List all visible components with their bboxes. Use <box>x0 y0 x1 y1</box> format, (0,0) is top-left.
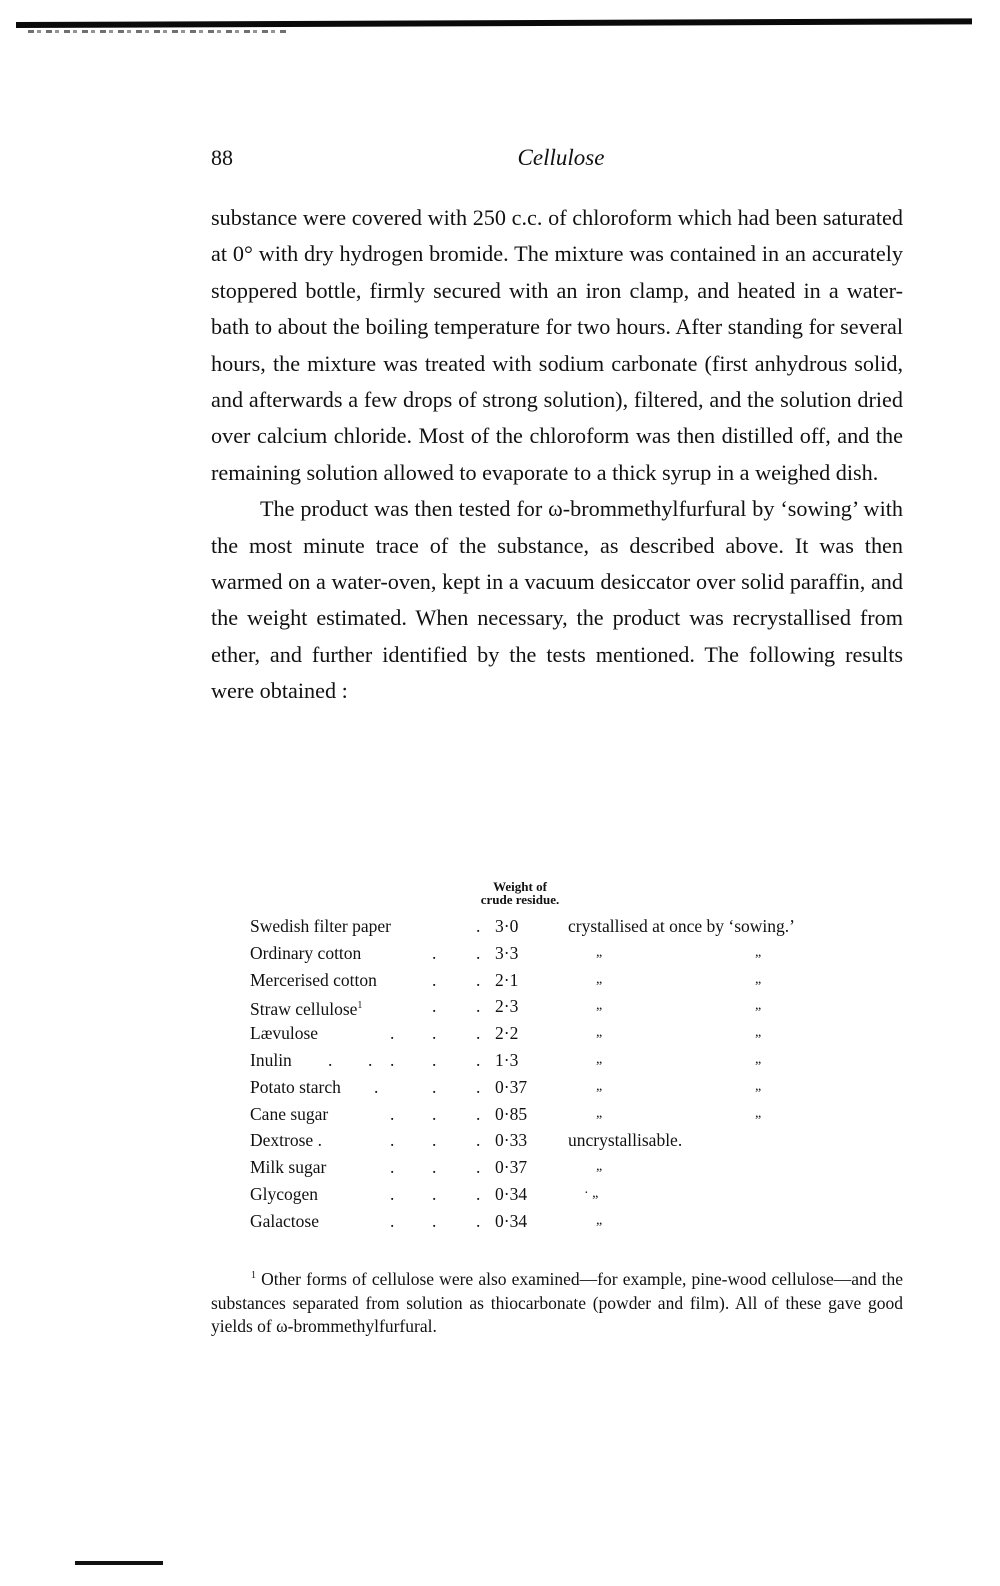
substance-name: Glycogen <box>250 1183 319 1204</box>
ditto-mark: „ <box>755 944 762 960</box>
weight-value: 0·85 <box>495 1103 528 1124</box>
paragraph-1: substance were covered with 250 c.c. of chloroform which had been saturated at 0° with dry hydrogen bromide. The mixture was contained in an accurately stoppered bottle, firmly secured with an iron clamp, and heated in a water-bath to about the boiling temperature for two hours. After standing for several hours, the mixture was treated with sodium carbonate (first anhydrous solid, and afterwards a few drops of strong solution), filtered, and the solution dried over calcium chloride. Most of the chloroform was then distilled off, and the remaining solution allowed to evaporate to a thick syrup in a weighed dish. <box>211 205 903 485</box>
ditto-mark: „ <box>755 1051 762 1067</box>
weight-value: 2·3 <box>495 996 519 1017</box>
ditto-mark: „ <box>596 1212 603 1228</box>
ditto-mark: · „ <box>584 1185 599 1201</box>
table-row: Dextrose . . . . 0·33 uncrystallisable. <box>250 1127 900 1154</box>
paragraph-2: The product was then tested for ω-brommethylfurfural by ‘sowing’ with the most minute trace of the substance, as described above. It was then warmed on a water-oven, kept in a vacuum desiccator over solid paraffin, and the weight estimated. When necessary, the product was recrystallised from ether, and further identified by the tests mentioned. The following results were obtained : <box>211 496 903 704</box>
table-row: Lævulose . . . 2·2 „ „ <box>250 1020 900 1047</box>
ditto-mark: „ <box>596 1025 603 1041</box>
substance-name: Straw cellulose$^1$ <box>250 999 363 1020</box>
weight-value: 1·3 <box>495 1049 519 1070</box>
substance-name: Dextrose . <box>250 1130 322 1151</box>
footnote-marker: 1 <box>357 1000 363 1012</box>
table-body <box>250 913 900 1235</box>
substance-name: Potato starch <box>250 1076 341 1097</box>
footnote <box>211 1264 903 1339</box>
ditto-mark: „ <box>596 1078 603 1094</box>
header-line-1: Weight of <box>493 879 547 894</box>
ditto-mark: „ <box>755 998 762 1014</box>
weight-value: 3·0 <box>495 916 519 936</box>
ditto-mark: „ <box>596 1051 603 1067</box>
table-row: Glycogen . . . 0·34 · „ <box>250 1181 900 1208</box>
substance-name: Cane sugar <box>250 1103 329 1124</box>
table-row: Galactose . . . 0·34 „ <box>250 1208 900 1235</box>
ditto-mark: „ <box>755 971 762 987</box>
table-row: Cane sugar . . . 0·85 „ „ <box>250 1101 900 1128</box>
table-row: Milk sugar . . . 0·37 „ <box>250 1154 900 1181</box>
footnote-text <box>211 1264 903 1339</box>
header-line-2: crude residue. <box>480 892 560 907</box>
weight-value: 0·34 <box>495 1183 528 1204</box>
ditto-mark: „ <box>755 1105 762 1121</box>
substance-name: Inulin <box>250 1049 292 1070</box>
ditto-mark: „ <box>596 944 603 960</box>
table-row: Inulin . . . . . 1·3 „ „ <box>250 1047 900 1074</box>
running-head <box>211 145 903 179</box>
result-text: uncrystallisable. <box>568 1130 683 1151</box>
body-text <box>211 200 903 710</box>
scan-bottom-mark <box>75 1561 163 1565</box>
ditto-mark: „ <box>596 1105 603 1121</box>
page-number: 88 <box>211 145 233 170</box>
substance-name: Mercerised cotton <box>250 969 377 990</box>
weight-value: 2·1 <box>495 969 519 990</box>
weight-value: 0·33 <box>495 1130 528 1151</box>
running-title: Cellulose <box>517 145 605 170</box>
scan-noise <box>28 30 288 33</box>
result-text: crystallised at once by ‘sowing.’ <box>568 916 795 936</box>
ditto-mark: „ <box>596 998 603 1014</box>
ditto-mark: „ <box>596 971 603 987</box>
substance-name: Milk sugar <box>250 1157 327 1178</box>
top-border-line <box>16 18 972 28</box>
substance-name: Galactose <box>250 1210 319 1231</box>
table-row: Ordinary cotton . . 3·3 „ „ <box>250 940 900 967</box>
weight-value: 2·2 <box>495 1023 519 1044</box>
table-row: Mercerised cotton . . 2·1 „ „ <box>250 967 900 994</box>
table-row: Swedish filter paper . 3·0 crystallised at once by ‘sowing.’ <box>250 913 900 940</box>
substance-name: Swedish filter paper <box>250 916 391 936</box>
table-row: Straw cellulose$^1$ . . 2·3 „ „ <box>250 993 900 1020</box>
ditto-mark: „ <box>755 1025 762 1041</box>
weight-value: 0·37 <box>495 1076 528 1097</box>
ditto-mark: „ <box>596 1159 603 1175</box>
footnote-marker: 1 <box>251 1270 256 1281</box>
table-row: Potato starch . . . 0·37 „ „ <box>250 1074 900 1101</box>
weight-value: 0·34 <box>495 1210 528 1231</box>
footnote-body: Other forms of cellulose were also examined—for example, pine-wood cellulose—and the substances separated from solution as thiocarbonate (powder and film). All of these gave good yields of ω-brommethylfurfural. <box>211 1269 904 1337</box>
ditto-mark: „ <box>755 1078 762 1094</box>
scan-top-rule <box>0 20 1000 32</box>
substance-name: Ordinary cotton <box>250 942 362 963</box>
weight-value: 3·3 <box>495 942 519 963</box>
substance-name: Lævulose <box>250 1023 319 1044</box>
weight-value: 0·37 <box>495 1157 528 1178</box>
column-header-weight <box>465 880 575 906</box>
